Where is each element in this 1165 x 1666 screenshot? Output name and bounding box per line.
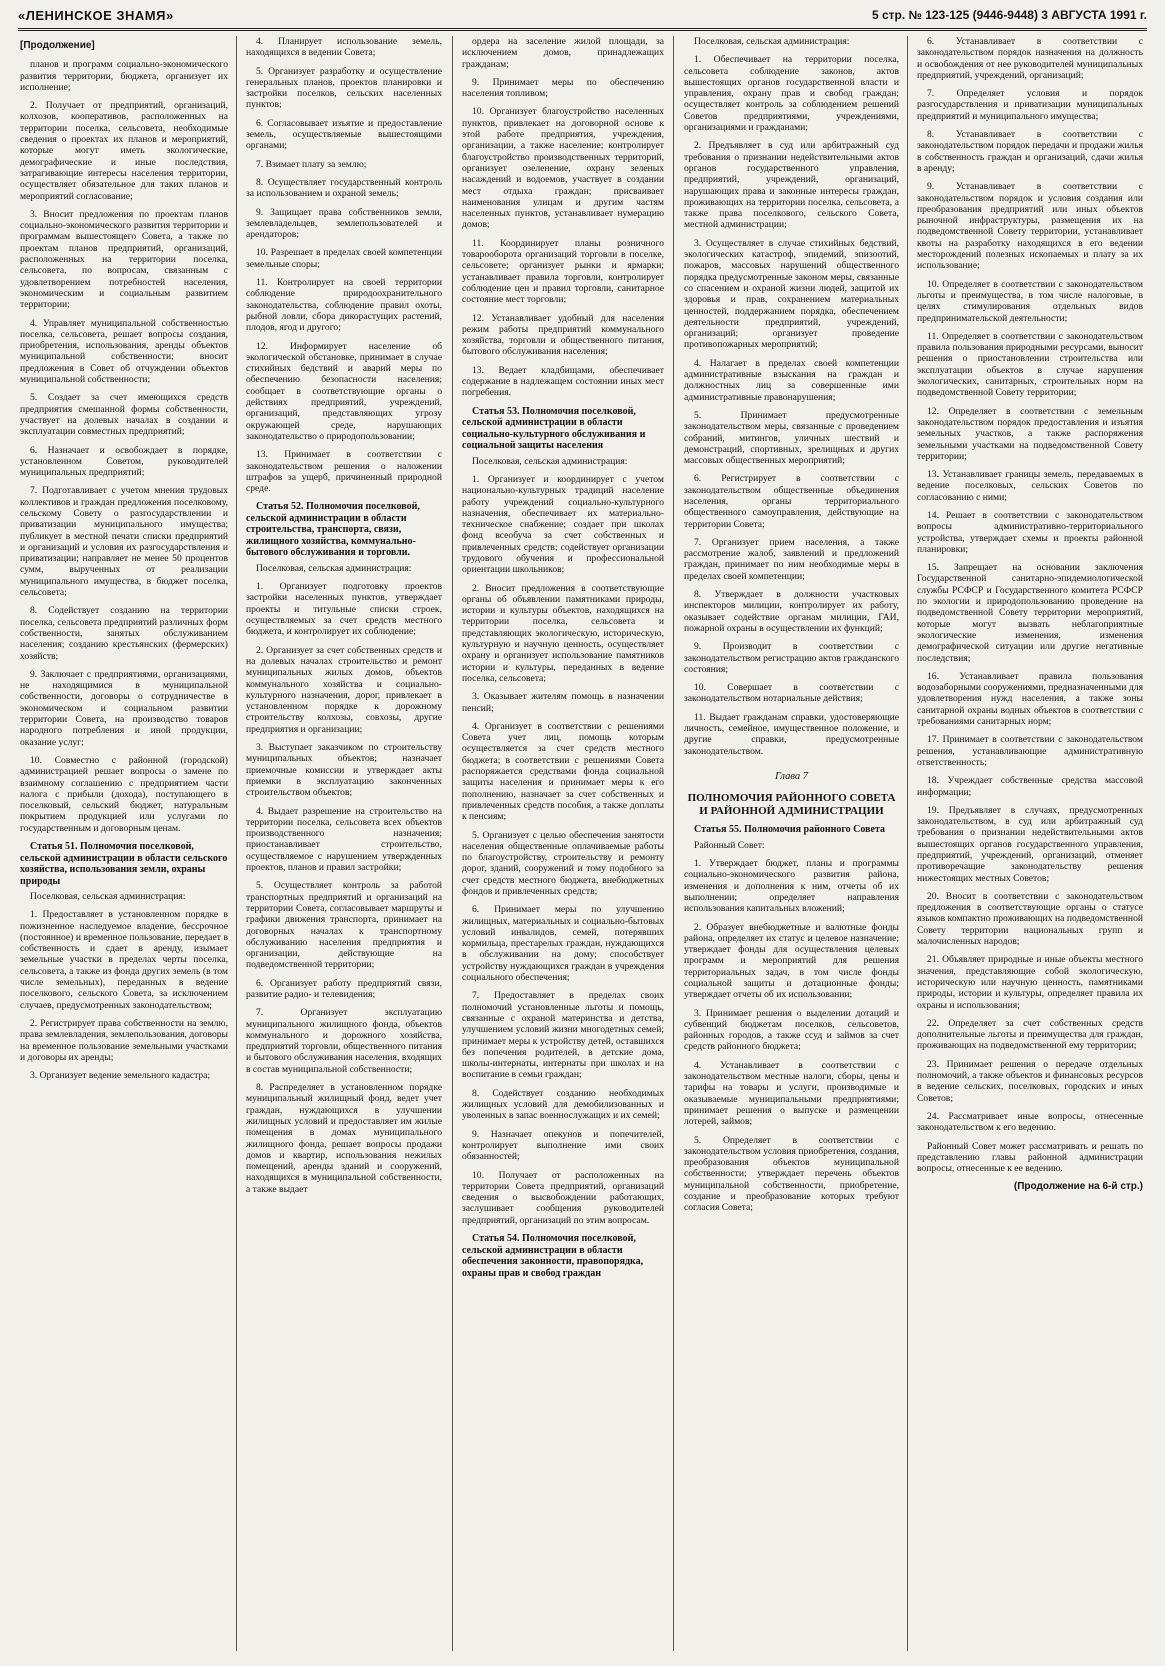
paragraph: 4. Выдает разрешение на строительство на территории поселка, сельсовета всех объектов производственного назначения; приостанавливает строительство, осуществляемое с нарушением утвержденных проектов, планов и правил застройки; (246, 805, 442, 874)
paragraph: 16. Устанавливает правила пользования водозаборными сооружениями, предназначенными для удовлетворения нужд населения, а также зоны санитарной охраны водных объектов в соответствии с требованиями санитарных норм; (917, 670, 1143, 728)
paragraph: 10. Определяет в соответствии с законодательством льготы и преимущества, в том числе налоговые, в целях стимулирования отдельных видов предпринимательской деятельности; (917, 278, 1143, 324)
paragraph: Поселковая, сельская администрация: (694, 36, 850, 47)
newspaper-name: «ЛЕНИНСКОЕ ЗНАМЯ» (18, 8, 174, 23)
paragraph: 12. Определяет в соответствии с земельным законодательством порядок предоставления и изъятия земельных участков, а также распоряжения земельными участками на подведомственной Совету территории; (917, 405, 1143, 462)
paragraph: 5. Создает за счет имеющихся средств предприятия смешанной формы собственности, участвует на долевых началах в создании и эксплуатации совместных предприятий; (20, 392, 228, 438)
paragraph: 23. Принимает решения о передаче отдельных полномочий, а также объектов и финансовых ресурсов в ведение сельских, поселковых, городских и иных Советов; (917, 1058, 1143, 1104)
paragraph: Районный Совет может рассматривать и решать по представлению главы районной администрации вопросы, отнесенные к ее ведению. (917, 1140, 1143, 1175)
paragraph: 21. Объявляет природные и иные объекты местного значения, представляющие собой экологическую, историческую или научную ценность, памятниками природы, истории и культуры, определяет правила их охраны и использования; (917, 954, 1143, 1011)
paragraph: 11. Определяет в соответствии с законодательством правила пользования природными ресурсами, выносит решения о приостановлении строительства или эксплуатации объектов в случае нарушения экологических, санитарных, строительных норм на подведомственной Совету территории; (917, 330, 1143, 399)
paragraph: 1. Обеспечивает на территории поселка, сельсовета соблюдение законов, актов вышестоящих органов государственной власти и управления, охрану прав и свобод граждан; осуществляет контроль за соблюдением решений Советов предприятиями, учреждениями, организациями и гражданами; (684, 54, 899, 134)
paragraph: 8. Устанавливает в соответствии с законодательством порядок передачи и продажи жилья в собственность граждан и организаций, сдачи жилья в аренду; (917, 129, 1143, 174)
paragraph: 12. Устанавливает удобный для населения режим работы предприятий коммунального хозяйства, торговли и общественного питания, бытового обслуживания населения; (462, 312, 664, 358)
paragraph: 1. Организует подготовку проектов застройки населенных пунктов, утверждает проекты и титульные списки строек, осуществляемых за счет средств местного бюджета, и контролирует их соблюдение; (246, 581, 442, 638)
paragraph: 2. Образует внебюджетные и валютные фонды района, определяет их статус и целевое назначение; утверждает фонды для осуществления целевых программ и мероприятий для решения территориальных задач, в том числе фонды социальной защиты и дотационные фонды; утверждает отчеты об их использовании; (684, 921, 899, 1001)
paragraph: 13. Устанавливает границы земель, передаваемых в ведение поселковых, сельских Советов по согласованию с ними; (917, 469, 1143, 503)
paragraph: 5. Организует с целью обеспечения занятости населения общественные оплачиваемые работы по благоустройству, строительству и ремонту дорог, зданий, сооружений и тому подобного за счет средств местного бюджета, внебюджетных фондов и привлеченных средств; (462, 829, 664, 897)
paragraph: 12. Информирует население об экологической обстановке, принимает в случае стихийных бедствий и аварий меры по обеспечению безопасности населения; сообщает в соответствующие органы о действиях предприятий, учреждений, организаций, представляющих угрозу окружающей среде, нарушающих законодательство о природопользовании; (246, 340, 442, 442)
paragraph: 10. Организует благоустройство населенных пунктов, привлекает на договорной основе к этой работе предприятия, учреждения, организации, а также население; контролирует благоустройство производственных территорий, организует озеленение, охрану зеленых насаждений и водоемов, участвует в создании мест отдыха граждан; присваивает наименования улицам и другим частям населенных пунктов, устанавливает нумерацию домов; (462, 106, 664, 231)
paragraph: 6. Принимает меры по улучшению жилищных, материальных и социально-бытовых условий инвалидов, семей, потерявших кормильца, престарелых граждан, нуждающихся в обслуживании на дому; способствует устройству нуждающихся граждан в учреждения социального обеспечения; (462, 904, 664, 984)
column-rule (907, 36, 908, 1651)
paragraph: 3. Вносит предложения по проектам планов социально-экономического развития территории и программам вышестоящего Совета, а также по проектам планов предприятий, организаций, расположенных на территории поселка, сельсовета, по вопросам, связанным с удовлетворением потребностей населения, экономическим и социальным развитием территории; (20, 208, 228, 311)
paragraph: 7. Организует эксплуатацию муниципального жилищного фонда, объектов коммунального и дорожного хозяйства, предприятий торговли, общественного питания и бытового обслуживания населения, входящих в состав муниципальной собственности; (246, 1007, 442, 1075)
paragraph: 1. Организует и координирует с учетом национально-культурных традиций население работу учреждений социально-культурного назначения, обеспечивает их материально-техническое снабжение; создает при школах фонд всеобуча за счет собственных и привлеченных средств; содействует организации трудового обучения и профессиональной ориентации школьников; (462, 473, 664, 576)
article-heading: Статья 54. Полномочия поселковой, сельской администрации в области обеспечения законности, правопорядка, охраны прав и свобод граждан (462, 1233, 644, 1279)
article-heading: Статья 51. Полномочия поселковой, сельской администрации в области сельского хозяйства, использования земли, охраны природы (20, 841, 228, 887)
paragraph: 18. Учреждает собственные средства массовой информации; (917, 775, 1143, 798)
issue-info: 5 стр. № 123-125 (9446-9448) 3 АВГУСТА 1991 г. (871, 8, 1147, 22)
paragraph: 10. Совершает в соответствии с законодательством нотариальные действия; (684, 682, 899, 705)
paragraph: 8. Осуществляет государственный контроль за использованием и охраной земель; (246, 176, 442, 200)
paragraph: 22. Определяет за счет собственных средств дополнительные льготы и преимущества для граждан, проживающих на подведомственной ему территории; (917, 1017, 1143, 1052)
paragraph: 9. Принимает меры по обеспечению населения топливом; (462, 76, 664, 100)
paragraph: 4. Управляет муниципальной собственностью поселка, сельсовета, решает вопросы создания, приобретения, использования, аренды объектов муниципальной собственности; вносит предложения в Совет об отчуждении объектов муниципальной собственности; (20, 317, 228, 386)
paragraph: Поселковая, сельская администрация: (256, 562, 412, 574)
paragraph: 5. Осуществляет контроль за работой транспортных предприятий и организаций на территории Совета, согласовывает маршруты и графики движения транспорта, принимает на договорных началах к транспортному обслуживанию населения предприятия и организации, действующие на подведомственной территории; (246, 880, 442, 971)
text-column-2 (246, 36, 442, 1651)
paragraph: 8. Содействует созданию на территории поселка, сельсовета предприятий различных форм собственности, занятых обслуживанием населения; созданию крестьянских (фермерских) хозяйств; (20, 605, 228, 662)
paragraph: 1. Утверждает бюджет, планы и программы социально-экономического развития района, изменения и дополнения к ним, отчеты об их выполнении; определяет направления использования капитальных вложений; (684, 858, 899, 915)
paragraph: 4. Налагает в пределах своей компетенции административные взыскания на граждан и должностных лиц за совершенные ими административные правонарушения; (684, 357, 899, 403)
paragraph: 9. Заключает с предприятиями, организациями, не находящимися в муниципальной собственности, договоры о сотрудничестве в экономическом и социальном развитии территории Совета, на производство товаров народного потребления и иной продукции, оказание услуг; (20, 668, 228, 748)
paragraph: 4. Организует в соответствии с решениями Совета учет лиц, помощь которым осуществляется за счет средств местного бюджета; в соответствии с решениями Совета распоряжается средствами фонда социальной защиты населения и принимает меры к его пополнению, назначает за счет собственных и привлеченных средств пособия, а также доплаты к пенсиям; (462, 720, 664, 823)
paragraph: 3. Организует ведение земельного кадастра; (30, 1070, 211, 1082)
paragraph: 8. Содействует созданию необходимых жилищных условий для демобилизованных и уволенных в запас военнослужащих и их семей; (462, 1087, 664, 1122)
paragraph: 11. Координирует планы розничного товарооборота организаций торговли в поселке, сельсовете; организует рынки и ярмарки; устанавливает правила торговли, контролирует соблюдение цен и правил торговли, санитарное состояние мест торговли; (462, 237, 664, 306)
paragraph: 5. Организует разработку и осуществление генеральных планов, проектов планировки и застройки поселков, сельских населенных пунктов; (246, 65, 442, 111)
paragraph: 2. Получает от предприятий, организаций, колхозов, кооперативов, расположенных на территории поселка, сельсовета, необходимые сведения о проектах их планов и мероприятий, которые могут иметь экологические, демографические и иные последствия, затрагивающие интересы населения территории, осуществляет обязательное для таких планов и мероприятий согласование; (20, 100, 228, 202)
article-heading: Статья 53. Полномочия поселковой, сельской администрации в области социально-культурного обслуживания и социальной защиты населения (462, 405, 646, 452)
page-header (18, 6, 1147, 31)
paragraph: 4. Устанавливает в соответствии с законодательством местные налоги, сборы, цены и тарифы на товары и услуги, производимые и оказываемые муниципальными предприятиями; принимает решения о выпуске и размещении лотерей, займов; (684, 1059, 899, 1128)
paragraph: 8. Распределяет в установленном порядке муниципальный жилищный фонд, ведет учет граждан, нуждающихся в улучшении жилищных условий и предоставляет им жилые помещения в домах муниципального жилищного фонда, решает вопросы продажи домов и квартир, использования нежилых помещений, аренды зданий и сооружений, находящихся в муниципальной собственности, а также выдает (246, 1082, 442, 1195)
column-rule (452, 36, 453, 1651)
paragraph: 10. Совместно с районной (городской) администрацией решает вопросы о замене по взаимному соглашению с предприятием части налога с прибыли (дохода), поступающего в поселковый, сельский бюджет, натуральным покрытием продукцией или услугами по государственным и договорным ценам. (20, 754, 228, 834)
paragraph: 10. Разрешает в пределах своей компетенции земельные споры; (246, 247, 442, 270)
paragraph: 6. Регистрирует в соответствии с законодательством общественные объединения населения, органы территориального общественного самоуправления, действующие на территории Совета; (684, 473, 899, 530)
text-column-3 (462, 36, 664, 1651)
text-column-5 (917, 36, 1143, 1651)
paragraph: 3. Выступает заказчиком по строительству муниципальных объектов; назначает приемочные комиссии и утверждает акты приемки в эксплуатацию законченных строительством объектов; (246, 742, 442, 799)
paragraph: 6. Согласовывает изъятие и предоставление земель, осуществляемые вышестоящими органами; (246, 117, 442, 152)
paragraph: 20. Вносит в соответствии с законодательством предложения в соответствующие органы о статусе языков компактно проживающих на подведомственной Совету территории национальных групп и малочисленных народов; (917, 890, 1143, 948)
paragraph: 2. Вносит предложения в соответствующие органы об объявлении памятниками природы, истории и культуры объектов, находящихся на территории поселка, сельсовета и представляющих экологическую, историческую, культурную и научную ценность, осуществляет охрану и организует использование памятников истории и культуры, переданных в ведение поселка, сельсовета; (462, 582, 664, 684)
paragraph: 7. Взимает плату за землю; (256, 158, 367, 170)
paragraph: 14. Решает в соответствии с законодательством вопросы административно-территориального устройства, утверждает схемы и проекты районной планировки; (917, 509, 1143, 555)
paragraph: 6. Назначает и освобождает в порядке, установленном Советом, руководителей муниципальных предприятий; (20, 444, 228, 479)
column-rule (673, 36, 674, 1651)
paragraph: Районный Совет: (694, 839, 765, 851)
paragraph: 2. Регистрирует права собственности на землю, права землевладения, землепользования, договоры на временное пользование земельными участками и договоры их аренды; (20, 1017, 228, 1063)
paragraph: 9. Устанавливает в соответствии с законодательством порядок и условия создания или преобразования предприятий или иных объектов рыночной инфраструктуры, размещения их на подведомственной Совету территории, устанавливает квоты на разработку находящихся в его ведении месторождений полезных ископаемых и плату за их использование; (917, 181, 1143, 272)
text-column-1 (20, 36, 228, 1651)
paragraph: 5. Принимает предусмотренные законодательством меры, связанные с проведением собраний, митингов, уличных шествий и демонстраций, спортивных, зрелищных и других массовых общественных мероприятий; (684, 409, 899, 467)
paragraph: 19. Предъявляет в случаях, предусмотренных законодательством, в суд или арбитражный суд требования о признании недействительными актов вышестоящих органов государственного управления, предприятий, учреждений, организаций, отменяет противоречащие законодательству решения нижестоящих местных Советов; (917, 804, 1143, 884)
paragraph: 13. Принимает в соответствии с законодательством решения о наложении штрафов за ущерб, причиненный природной среде. (246, 449, 442, 495)
paragraph: 11. Контролирует на своей территории соблюдение природоохранительного законодательства, соблюдение правил охоты, рыбной ловли, сбора дикорастущих растений, плодов, ягод и другого; (246, 277, 442, 334)
paragraph: 24. Рассматривает иные вопросы, отнесенные законодательством к его ведению. (917, 1110, 1143, 1134)
paragraph: 5. Определяет в соответствии с законодательством условия приобретения, создания, преобразования объектов муниципальной собственности; утверждает перечень объектов муниципальной собственности, приобретение, создание и преобразование которых требуют согласия Совета; (684, 1134, 899, 1214)
paragraph: 8. Утверждает в должности участковых инспекторов милиции, контролирует их работу, оказывает содействие органам милиции, ГАИ, пожарной охраны в осуществлении их функций; (684, 589, 899, 634)
paragraph: 4. Планирует использование земель, находящихся в ведении Совета; (246, 36, 442, 59)
continued-on-label: (Продолжение на 6-й стр.) (1013, 1181, 1143, 1193)
paragraph: ордера на заселение жилой площади, за исключением домов, принадлежащих гражданам; (462, 36, 664, 70)
paragraph: 7. Организует прием населения, а также рассмотрение жалоб, заявлений и предложений граждан, принимает по ним необходимые меры в пределах своей компетенции; (684, 536, 899, 582)
paragraph: 7. Подготавливает с учетом мнения трудовых коллективов и граждан предложения поселковому, сельскому Совету о разгосударствлении и приватизации муниципального имущества; публикует в местной печати списки предприятий и организаций и условия их разгосударствления и приватизации; направляет не менее 50 процентов сумм, вырученных от реализации муниципального имущества, в бюджет поселка, сельсовета; (20, 485, 228, 599)
paragraph: 9. Назначает опекунов и попечителей, контролирует выполнение ими своих обязанностей; (462, 1128, 664, 1163)
paragraph: 9. Защищает права собственников земли, землевладельцев, землепользователей и арендаторов; (246, 206, 442, 241)
paragraph: 7. Определяет условия и порядок разгосударствления и приватизации муниципальных предприятий и муниципального имущества; (917, 88, 1143, 122)
paragraph: 1. Предоставляет в установленном порядке в пожизненное наследуемое владение, бессрочное (постоянное) и временное пользование, передает в собственность и сдает в аренду, изымает земельные участки в пределах черты поселка, сельсовета, а также из фонда других земель (в том числе земельных), переданных в ведение поселкового, сельского Совета, за исключением случаев, предусмотренных законодательством; (20, 909, 228, 1011)
paragraph: 2. Организует за счет собственных средств и на долевых началах строительство и ремонт муниципальных жилых домов, объектов коммунального хозяйства и социально-культурного назначения, дорог, привлекает в установленном порядке к дорожному строительству колхозы, совхозы, другие предприятия и организации; (246, 644, 442, 735)
paragraph: 6. Устанавливает в соответствии с законодательством порядок назначения на должность и освобождения от нее руководителей муниципальных предприятий, учреждений, организаций; (917, 36, 1143, 81)
paragraph: 2. Предъявляет в суд или арбитражный суд требования о признании недействительными актов органов государственного управления, предприятий, учреждений, организаций, нарушающих права и законные интересы граждан, проживающих на территории поселка, сельсовета, а также права поселкового, сельского Совета, местной администрации; (684, 140, 899, 231)
article-heading: Статья 52. Полномочия поселковой, сельской администрации в области строительства, транспорта, связи, жилищного хозяйства, коммунально-бытового обслуживания и торговли. (246, 501, 420, 559)
paragraph: планов и программ социально-экономического развития территории, бюджета, организует их исполнение; (20, 59, 228, 93)
paragraph: Поселковая, сельская администрация: (472, 455, 628, 467)
paragraph: 15. Запрещает на основании заключения Государственной санитарно-эпидемиологической службы РСФСР и Государственного комитета РСФСР по экологии и природопользованию проведение на подведомственной Совету территории мероприятий, которые могут вызвать неблагоприятные экологические изменения, изменения демографической ситуации или другие негативные последствия; (917, 562, 1143, 664)
column-rule (236, 36, 237, 1651)
paragraph: 9. Производит в соответствии с законодательством регистрацию актов гражданского состояния; (684, 641, 899, 675)
paragraph: 7. Предоставляет в пределах своих полномочий установленные льготы и помощь, связанные с охраной материнства и детства, улучшением условий жизни многодетных семей; принимает меры к устройству детей, оставшихся без попечения родителей, в детские дома, школы-интернаты, интернаты при школах и на воспитание в семьи граждан; (462, 990, 664, 1081)
paragraph: 3. Оказывает жителям помощь в назначении пенсий; (462, 691, 664, 714)
paragraph: Поселковая, сельская администрация: (30, 891, 186, 902)
paragraph: 11. Выдает гражданам справки, удостоверяющие личность, семейное, имущественное положение, и другие справки, предусмотренные законодательством. (684, 711, 899, 757)
text-column-4 (684, 36, 899, 1651)
paragraph: 6. Организует работу предприятий связи, развитие радио- и телевидения; (246, 977, 442, 1000)
paragraph: 13. Ведает кладбищами, обеспечивает содержание в надлежащем состоянии иных мест погребения. (462, 364, 664, 399)
paragraph: 10. Получает от расположенных на территории Совета предприятий, организаций сведения о высвобождении работающих, заслушивает сообщения руководителей предприятий, организаций по этим вопросам. (462, 1169, 664, 1226)
paragraph: 3. Принимает решения о выделении дотаций и субвенций бюджетам поселков, сельсоветов, районных городов, а также ссуд и займов за счет средств районного бюджета; (684, 1007, 899, 1053)
paragraph: 17. Принимает в соответствии с законодательством решения, устанавливающие административную ответственность; (917, 734, 1143, 768)
article-heading: Статья 55. Полномочия районного Совета (694, 824, 886, 836)
continuation-label: [Продолжение] (20, 40, 95, 51)
chapter-title: ПОЛНОМОЧИЯ РАЙОННОГО СОВЕТА И РАЙОННОЙ АДМИНИСТРАЦИИ (687, 792, 896, 818)
paragraph: 3. Осуществляет в случае стихийных бедствий, экологических катастроф, эпидемий, эпизоотий, пожаров, массовых нарушений общественного порядка предусмотренные законом меры, связанные со спасением и охраной жизни людей, защитой их здоровья и прав, сохранением материальных ценностей, поддержанием порядка, обеспечением деятельности предприятий, учреждений, организаций; организует проведение противопожарных мероприятий; (684, 237, 899, 351)
chapter-number: Глава 7 (775, 770, 808, 782)
